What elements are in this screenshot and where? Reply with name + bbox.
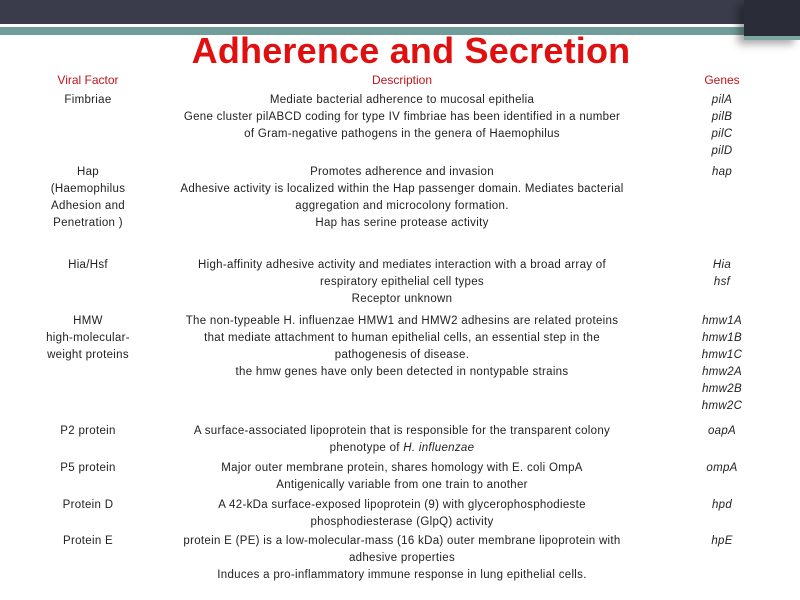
gene-name: hpE [711, 535, 733, 547]
slide-title: Adherence and Secretion [191, 30, 631, 71]
species-name: H. influenzae [403, 442, 475, 454]
description-cell [152, 257, 652, 308]
description-line: Antigenically variable from one train to another [276, 479, 528, 491]
gene-name: ompA [706, 462, 738, 474]
viral-factor-cell [20, 460, 156, 477]
gene-name: hpd [711, 499, 733, 511]
gene-name: pilD [711, 145, 733, 157]
description-line: of Gram-negative pathogens in the genera of Haemophilus [244, 128, 560, 140]
description-cell [152, 533, 652, 584]
description-line: that mediate attachment to human epithelial cells, an essential step in the [204, 332, 600, 344]
genes-cell [672, 497, 772, 514]
description-line: Hap has serine protease activity [315, 217, 489, 229]
description-line: protein E (PE) is a low-molecular-mass (16 kDa) outer membrane lipoprotein with [183, 535, 621, 547]
description-cell [152, 423, 652, 457]
genes-cell [672, 164, 772, 181]
viral-factor-name: HMW [73, 315, 103, 327]
viral-factor-cell [20, 533, 156, 550]
gene-name: hsf [713, 276, 731, 288]
description-line: A surface-associated lipoprotein that is responsible for the transparent colony [193, 425, 611, 437]
genes-cell [672, 460, 772, 477]
viral-factor-name: Hia/Hsf [68, 259, 108, 271]
gene-name: hmw2B [702, 383, 742, 395]
description-cell [152, 164, 652, 232]
description-line: phosphodiesterase (GlpQ) activity [310, 516, 494, 528]
description-text: phenotype of [329, 442, 404, 454]
genes-cell [672, 257, 772, 291]
viral-factor-name: Fimbriae [64, 94, 112, 106]
viral-factor-cell [20, 497, 156, 514]
viral-factor-name: Protein D [62, 499, 114, 511]
description-line: A 42-kDa surface-exposed lipoprotein (9) with glycerophosphodieste [218, 499, 586, 511]
description-line: Mediate bacterial adherence to mucosal epithelia [269, 94, 535, 106]
description-line: High-affinity adhesive activity and mediates interaction with a broad array of [198, 259, 606, 271]
viral-factor-cell [20, 313, 156, 364]
description-line: Gene cluster pilABCD coding for type IV fimbriae has been identified in a number [183, 111, 621, 123]
viral-factor-name: Hap [77, 166, 99, 178]
viral-factor-name: (Haemophilus [50, 183, 126, 195]
description-line: Promotes adherence and invasion [310, 166, 494, 178]
description-line: The non-typeable H. influenzae HMW1 and HMW2 adhesins are related proteins [185, 315, 619, 327]
gene-name: Hia [712, 259, 732, 271]
description-line: aggregation and microcolony formation. [295, 200, 509, 212]
description-line: Adhesive activity is localized within the Hap passenger domain. Mediates bacterial [180, 183, 624, 195]
description-cell [152, 92, 652, 143]
description-line: Receptor unknown [351, 293, 453, 305]
description-line: Major outer membrane protein, shares homology with E. coli OmpA [221, 462, 583, 474]
viral-factor-name: Protein E [62, 535, 113, 547]
gene-name: pilA [711, 94, 733, 106]
description-cell [152, 313, 652, 381]
column-header-viral-factor: Viral Factor [57, 73, 119, 87]
gene-name: hap [711, 166, 733, 178]
gene-name: hmw1B [702, 332, 742, 344]
viral-factor-name: weight proteins [47, 349, 129, 361]
column-header-genes: Genes [704, 73, 740, 87]
genes-cell [672, 533, 772, 550]
gene-name: hmw2A [702, 366, 742, 378]
gene-name: oapA [707, 425, 737, 437]
description-line: Induces a pro-inflammatory immune response in lung epithelial cells. [217, 569, 587, 581]
description-line [152, 440, 652, 457]
description-line: respiratory epithelial cell types [320, 276, 484, 288]
genes-cell [672, 313, 772, 415]
description-line: adhesive properties [348, 552, 456, 564]
viral-factor-name: Penetration ) [53, 217, 123, 229]
viral-factor-cell [20, 164, 156, 232]
header-band-dark [0, 0, 800, 24]
gene-name: hmw2C [701, 400, 743, 412]
description-line: pathogenesis of disease. [334, 349, 470, 361]
viral-factor-name: P5 protein [60, 462, 116, 474]
gene-name: pilC [711, 128, 733, 140]
gene-name: hmw1A [702, 315, 742, 327]
viral-factor-cell [20, 257, 156, 274]
viral-factor-name: Adhesion and [51, 200, 125, 212]
gene-name: pilB [711, 111, 733, 123]
column-header-description: Description [371, 73, 433, 87]
viral-factor-name: P2 protein [60, 425, 116, 437]
description-cell [152, 460, 652, 494]
viral-factor-name: high-molecular- [46, 332, 130, 344]
description-cell [152, 497, 652, 531]
genes-cell [672, 92, 772, 160]
viral-factor-cell [20, 423, 156, 440]
description-line: the hmw genes have only been detected in nontypable strains [235, 366, 569, 378]
gene-name: hmw1C [701, 349, 743, 361]
genes-cell [672, 423, 772, 440]
viral-factor-cell [20, 92, 156, 109]
